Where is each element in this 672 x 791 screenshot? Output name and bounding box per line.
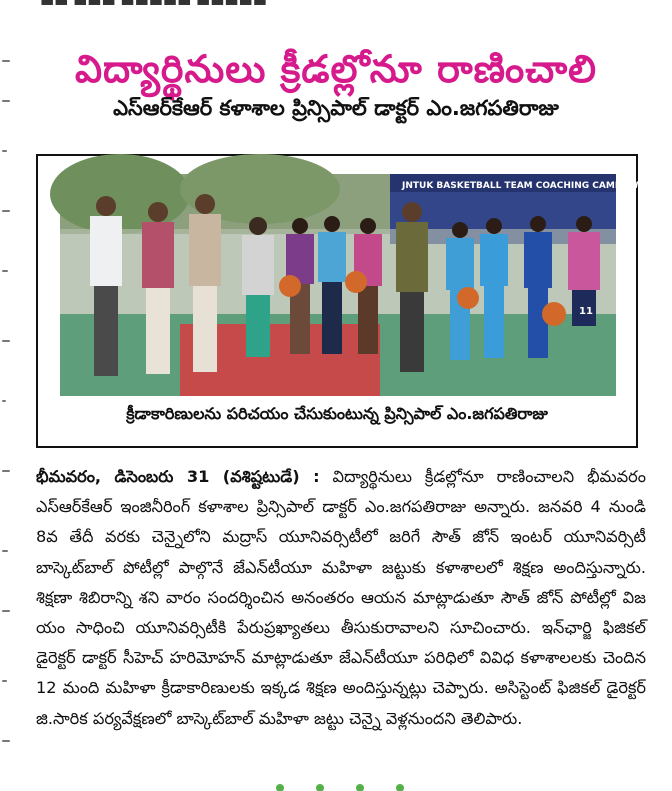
banner-text: JNTUK BASKETBALL TEAM COACHING CAMP (W) [402, 181, 643, 191]
margin-residue [0, 40, 18, 780]
subheadline: ఎస్ఆర్‌కేఆర్ కళాశాల ప్రిన్సిపాల్ డాక్టర్ ఎం.జగపతిరాజు [113, 96, 559, 120]
photo-frame [36, 154, 643, 448]
article-body [36, 462, 646, 734]
team-photo-illustration [60, 174, 643, 396]
team-photo [60, 174, 643, 396]
photo-caption: క్రీడాకారిణులను పరిచయం చేసుకుంటున్న ప్రిన్సిపాల్ ఎం.జగపతిరాజు [126, 404, 548, 423]
body-text: విద్యార్థినులు క్రీడల్లోనూ రాణించాలని భీమవరం ఎస్ఆర్‌కేఆర్ ఇంజినీరింగ్ కళాశాల ప్రిన్సిపాల్ డాక్టర్ ఎం.జగపతిరాజు అన్నారు. జనవరి 4 నుండి 8వ తేదీ వరకు చెన్నైలోని మద్రాస్ యూనివర్సిటీలో జరిగే సౌత్ జోన్ ఇంటర్ యూనివర్సిటీ బాస్కెట్‌బాల్ పోటీల్లో పాల్గొనే జేఎన్‌టీయూ మహిళా జట్టుకు కళాశాలలో శిక్షణ అందిస్తున్నారు. శిక్షణా శిబిరాన్ని శని వారం సందర్శించిన అనంతరం ఆయన మాట్లాడుతూ సౌత్ జోన్ పోటీల్లో విజ యం సాధించి యూనివర్సిటీకి పేరుప్రఖ్యాతలు తీసుకురావాలని సూచించారు. ఇన్‌ఛార్జి ఫిజికల్ డైరెక్టర్ డాక్టర్ సీహెచ్ హరిమోహన్ మాట్లాడుతూ జేఎన్‌టీయూ పరిధిలో వివిధ కళాశాలలకు చెందిన 12 మంది మహిళా క్రీడాకారిణులకు ఇక్కడ శిక్షణ అందిస్తున్నట్లు చెప్పారు. అసిస్టెంట్ ఫిజికల్ డైరెక్టర్ జి.సారిక పర్యవేక్షణలో బాస్కెట్‌బాల్ మహిళా జట్టు చెన్నై వెళ్లనుందని తెలిపారు. [36, 467, 646, 728]
cropped-decoration [270, 782, 410, 791]
headline: విద్యార్థినులు క్రీడల్లోనూ రాణించాలి [74, 47, 598, 92]
jersey-number: 11 [579, 306, 593, 317]
cropped-previous-text: ▬▬ ▬▬▬ ▬▬▬▬▬ ▬▬▬▬▬ [40, 0, 267, 10]
dateline: భీమవరం, డిసెంబరు 31 (వశిష్టటుడే) : [36, 467, 320, 486]
